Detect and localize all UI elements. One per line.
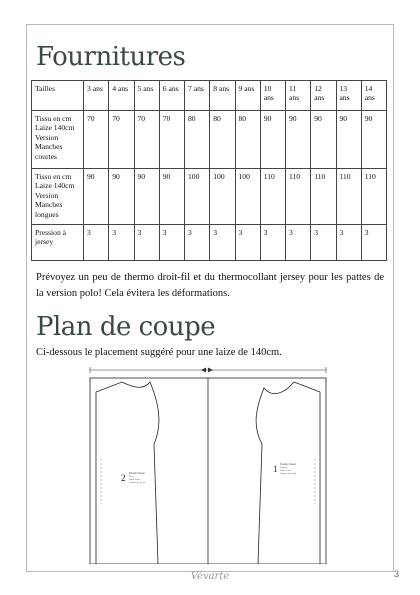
table-cell: 80 <box>235 111 260 169</box>
table-header-cell: 13 ans <box>336 81 361 111</box>
table-cell: 90 <box>109 169 134 225</box>
back-piece-cut: Couper 1x au pli <box>129 482 145 484</box>
table-cell: 90 <box>311 111 336 169</box>
table-cell: 110 <box>311 169 336 225</box>
brand-logo: Vévarte <box>190 571 230 582</box>
table-header-cell: 3 ans <box>84 81 109 111</box>
table-row <box>32 111 387 169</box>
table-cell: 3 <box>235 225 260 261</box>
table-cell: 3 <box>336 225 361 261</box>
table-cell: 110 <box>286 169 311 225</box>
table-header-row <box>32 81 387 111</box>
table-cell: 90 <box>134 169 159 225</box>
table-cell: 90 <box>286 111 311 169</box>
cutting-layout-diagram <box>88 364 328 564</box>
table-row <box>32 225 387 261</box>
table-cell: 70 <box>109 111 134 169</box>
table-header-cell: 11 ans <box>286 81 311 111</box>
cutting-layout-intro: Ci-dessous le placement suggéré pour une laize de 140cm. <box>36 347 282 358</box>
table-cell: 3 <box>159 225 184 261</box>
fabric-width-indicator <box>90 367 326 373</box>
table-cell: 80 <box>185 111 210 169</box>
table-header-cell: 9 ans <box>235 81 260 111</box>
front-piece-size: Taille 3 ans <box>280 470 291 472</box>
table-cell: 100 <box>210 169 235 225</box>
table-cell: Tissu en cm Laize 140cm Version Manches longues <box>32 169 84 225</box>
back-piece-label: Dos <box>129 476 133 478</box>
back-piece-number: 2 <box>121 473 126 483</box>
cutting-layout-heading: Plan de coupe <box>36 312 216 342</box>
back-piece-size: Taille 3 ans <box>129 479 140 481</box>
table-header-cell: 10 ans <box>260 81 285 111</box>
table-header-cell: 8 ans <box>210 81 235 111</box>
interfacing-note: Prévoyez un peu de thermo droit-fil et du thermocollant jersey pour les pattes de la version polo! Cela évitera les déformations. <box>36 272 384 299</box>
supplies-heading: Fournitures <box>36 42 186 72</box>
table-cell: 70 <box>134 111 159 169</box>
table-cell: 3 <box>260 225 285 261</box>
table-cell: 100 <box>235 169 260 225</box>
table-cell: 90 <box>336 111 361 169</box>
supplies-table <box>31 80 387 261</box>
table-cell: 100 <box>185 169 210 225</box>
table-cell: 90 <box>260 111 285 169</box>
table-header-cell: 14 ans <box>361 81 386 111</box>
table-cell: 90 <box>84 169 109 225</box>
table-header-cell: 12 ans <box>311 81 336 111</box>
table-cell: Tissu en cm Laize 140cm Version Manches courtes <box>32 111 84 169</box>
table-cell: 90 <box>361 111 386 169</box>
table-cell: 3 <box>361 225 386 261</box>
table-cell: 3 <box>286 225 311 261</box>
table-cell: 80 <box>210 111 235 169</box>
table-cell: 3 <box>134 225 159 261</box>
table-header-cell: 5 ans <box>134 81 159 111</box>
table-cell: 3 <box>311 225 336 261</box>
table-header-cell: Tailles <box>32 81 84 111</box>
table-header-cell: 7 ans <box>185 81 210 111</box>
front-piece-name: Doudou Sweat <box>280 463 296 466</box>
table-header-cell: 6 ans <box>159 81 184 111</box>
table-cell: 3 <box>210 225 235 261</box>
front-piece-label: Devant <box>280 467 287 469</box>
page-number: 3 <box>394 569 400 579</box>
table-cell: 70 <box>84 111 109 169</box>
table-cell: 110 <box>260 169 285 225</box>
back-piece-name: Doudou Sweat <box>129 472 145 475</box>
table-cell: 110 <box>361 169 386 225</box>
front-piece-cut: Couper 1x au pli <box>280 473 296 475</box>
table-cell: Pression à jersey <box>32 225 84 261</box>
table-cell: 3 <box>109 225 134 261</box>
table-cell: 90 <box>159 169 184 225</box>
front-piece-number: 1 <box>273 464 278 474</box>
table-row <box>32 169 387 225</box>
table-header-cell: 4 ans <box>109 81 134 111</box>
table-cell: 110 <box>336 169 361 225</box>
back-pattern-piece <box>96 382 159 564</box>
table-cell: 3 <box>185 225 210 261</box>
table-cell: 3 <box>84 225 109 261</box>
table-cell: 70 <box>159 111 184 169</box>
